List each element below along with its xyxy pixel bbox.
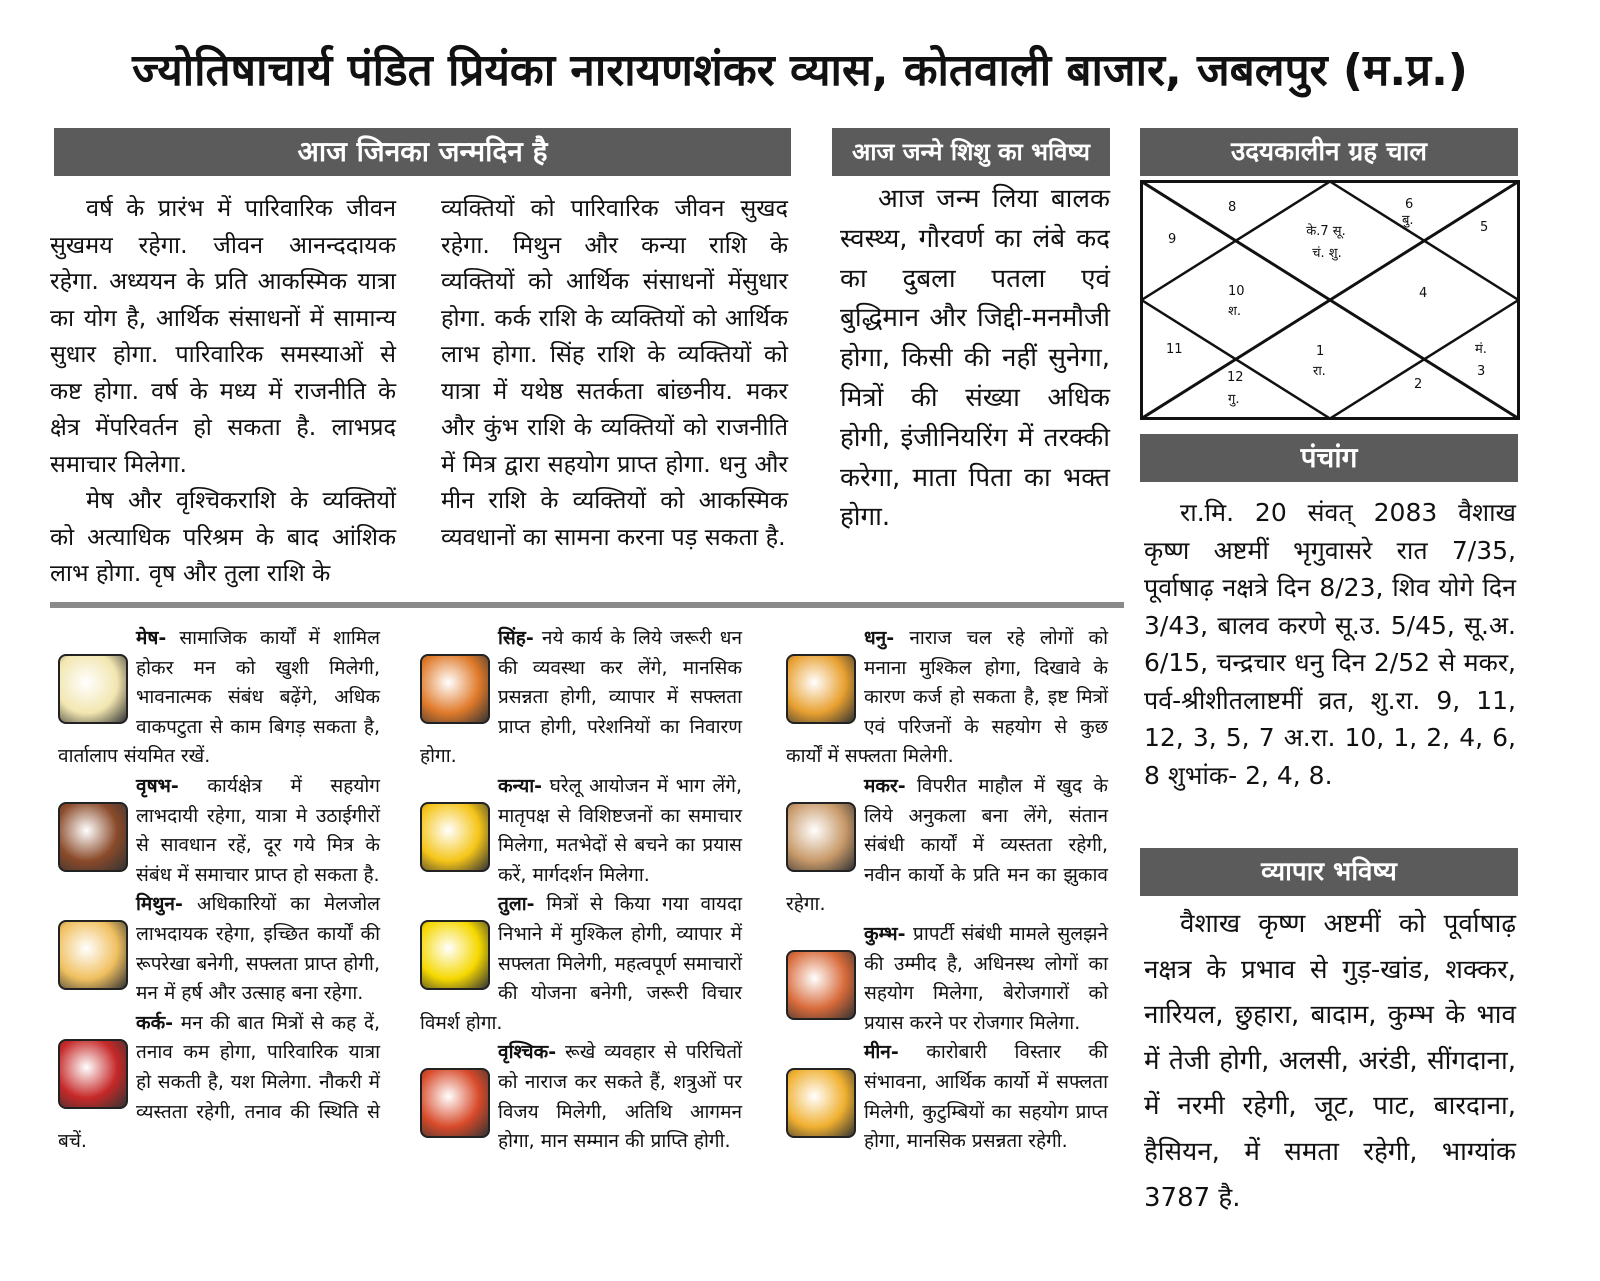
rashi-column-2 bbox=[420, 624, 742, 1157]
rashi-text: नये कार्य के लिये जरूरी धन की व्यवस्था कर लेंगे, मानसिक प्रसन्नता होगी, व्यापार में सफ्लता प्राप्त होगी, परेशनियों का निवारण होगा. bbox=[420, 627, 743, 768]
child-text-block bbox=[840, 180, 1110, 538]
rashi-column-3 bbox=[786, 624, 1108, 1157]
rashi-item bbox=[786, 772, 1108, 920]
rashi-text: कारोबारी विस्तार की संभावना, आर्थिक कार्यो में सफ्लता मिलेगी, कुटुम्बियों का सहयोग प्राप्त होगा, मानसिक प्रसन्नता रहेगी. bbox=[864, 1041, 1108, 1153]
rashi-text: कार्यक्षेत्र में सहयोग लाभदायी रहेगा, यात्रा मे उठाईगीरों से सावधान रहें, दूर गये मित्र के संबंध में समाचार प्राप्त हो सकता है. bbox=[136, 774, 380, 886]
section-divider bbox=[50, 602, 1124, 608]
rashi-item bbox=[420, 890, 742, 1038]
scorpion-zodiac-icon bbox=[420, 1068, 490, 1138]
planets-title: उदयकालीन ग्रह चाल bbox=[1140, 128, 1518, 176]
house-12-planet: गु. bbox=[1228, 392, 1240, 407]
rashi-text: नाराज चल रहे लोगों को मनाना मुश्किल होगा, दिखावे के कारण कर्ज हो सकता है, इष्ट मित्रों एवं परिजनों के सहयोग से कुछ कार्यों में सफ्लता मिलेगी. bbox=[786, 627, 1109, 768]
rashi-name: वृषभ- bbox=[136, 774, 179, 797]
rashi-item bbox=[786, 624, 1108, 772]
birthday-paragraph: व्यक्तियों को पारिवारिक जीवन सुखद रहेगा. मिथुन और कन्या राशि के व्यक्तियों को आर्थिक संसाधनों मेंसुधार होगा. कर्क राशि के व्यक्तियों को आर्थिक लाभ होगा. सिंह राशि के व्यक्तियों को यात्रा में यथेष्ठ सतर्कता बांछनीय. मकर और कुंभ राशि के व्यक्तियों को राजनीति में मित्र द्वारा सहयोग प्राप्त होगा. धनु और मीन राशि के व्यक्तियों को आकस्मिक व्यवधानों का सामना करना पड़ सकता है. bbox=[441, 194, 788, 551]
rashi-text: प्रापर्टी संबंधी मामले सुलझने की उम्मीद है, अधिनस्थ लोगों का सहयोग मिलेगा, बेरोजगारों को प्रयास करने पर रोजगार मिलेगा. bbox=[864, 922, 1108, 1034]
rashi-item bbox=[58, 624, 380, 772]
house-5: 5 bbox=[1480, 220, 1489, 235]
lion-zodiac-icon bbox=[420, 654, 490, 724]
house-10-planet: श. bbox=[1228, 304, 1241, 319]
panchang-title: पंचांग bbox=[1140, 434, 1518, 482]
house-6: 6 bbox=[1405, 197, 1414, 212]
house-2: 2 bbox=[1414, 377, 1423, 392]
vyapar-title: व्यापार भविष्य bbox=[1140, 848, 1518, 896]
rashi-text: मन की बात मित्रों से कह दें, तनाव कम होगा, पारिवारिक यात्रा हो सकती है, यश मिलेगा. नौकरी में व्यस्तता रहेगी, तनाव की स्थिति से बचें. bbox=[58, 1011, 380, 1153]
rashi-item bbox=[420, 624, 742, 772]
rashi-item bbox=[786, 920, 1108, 1038]
rashi-text: सामाजिक कार्यों में शामिल होकर मन को खुशी मिलेगी, भावनात्मक संबंध बढ़ेंगे, अधिक वाकपटुता से काम बिगड़ सकता है, वार्तालाप संयमित रखें. bbox=[58, 627, 380, 768]
fish-zodiac-icon bbox=[786, 1068, 856, 1138]
rashi-item bbox=[420, 772, 742, 890]
house-6-planet: बु. bbox=[1402, 213, 1414, 228]
rashi-name: कर्क- bbox=[136, 1011, 174, 1034]
birthday-column-2 bbox=[441, 190, 788, 555]
rashi-item bbox=[58, 772, 380, 890]
house-1: 1 bbox=[1316, 344, 1325, 359]
vyapar-text: वैशाख कृष्ण अष्टमीं को पूर्वाषाढ़ नक्षत्र के प्रभाव से गुड़-खांड, शक्कर, नारियल, छुहारा, बादाम, कुम्भ के भाव में तेजी होगी, अलसी, अरंडी, सींगदाना, में नरमी रहेगी, जूट, पाट, बारदाना, हैसियन, में समता रहेगी, भाग्यांक 3787 है. bbox=[1144, 909, 1516, 1213]
goat-zodiac-icon bbox=[786, 802, 856, 872]
birthday-paragraph: वर्ष के प्रारंभ में पारिवारिक जीवन सुखमय रहेगा. जीवन आनन्ददायक रहेगा. अध्ययन के प्रति आकस्मिक यात्रा का योग है, आर्थिक संसाधनों में सामान्य सुधार होगा. पारिवारिक समस्याओं से कष्ट होगा. वर्ष के मध्य में राजनीति के क्षेत्र मेंपरिवर्तन हो सकता है. लाभप्रद समाचार मिलेगा. bbox=[50, 194, 396, 478]
page-headline: ज्योतिषाचार्य पंडित प्रियंका नारायणशंकर व्यास, कोतवाली बाजार, जबलपुर (म.प्र.) bbox=[132, 45, 1468, 96]
house-4: 4 bbox=[1419, 286, 1428, 301]
rashi-column-1 bbox=[58, 624, 380, 1157]
rashi-text: मित्रों से किया गया वायदा निभाने में मुश्किल होगी, व्यापार में सफ्लता मिलेगी, महत्वपूर्ण समाचारों की योजना बनेगी, जरूरी विचार विमर्श होगा. bbox=[420, 893, 742, 1034]
bull-zodiac-icon bbox=[58, 802, 128, 872]
ram-zodiac-icon bbox=[58, 654, 128, 724]
rashi-name: कन्या- bbox=[498, 774, 543, 797]
house-8: 8 bbox=[1228, 200, 1237, 215]
birthday-column-1 bbox=[50, 190, 396, 592]
child-text: आज जन्म लिया बालक स्वस्थ्य, गौरवर्ण का लंबे कद का दुबला पतला एवं बुद्धिमान और जिद्दी-मनमौजी होगा, किसी की नहीं सुनेगा, मित्रों की संख्या अधिक होगी, इंजीनियरिंग में तरक्की करेगा, माता पिता का भक्त होगा. bbox=[840, 184, 1110, 533]
birth-chart bbox=[1140, 180, 1520, 420]
chart-grid bbox=[1140, 180, 1520, 420]
house-9: 9 bbox=[1168, 232, 1177, 247]
house-11: 11 bbox=[1166, 342, 1183, 357]
rashi-text: घरेलू आयोजन में भाग लेंगे, मातृपक्ष से विशिष्टजनों का समाचार मिलेगा, मतभेदों से बचने का प्रयास करें, मार्गदर्शन मिलेगा. bbox=[498, 774, 742, 886]
rashi-name: तुला- bbox=[498, 893, 535, 916]
rashi-item bbox=[420, 1038, 742, 1156]
rashi-name: मेष- bbox=[136, 627, 167, 649]
rashi-item bbox=[58, 890, 380, 1008]
birthday-title: आज जिनका जन्मदिन है bbox=[54, 128, 791, 176]
rashi-text: विपरीत माहौल में खुद के लिये अनुकला बना लेंगे, संतान संबंधी कार्यों में व्यस्तता रहेगी, नवीन कार्यो के प्रति मन का झुकाव रहेगा. bbox=[786, 774, 1109, 916]
vyapar-block bbox=[1144, 902, 1516, 1221]
archer-zodiac-icon bbox=[786, 654, 856, 724]
rashi-name: कुम्भ- bbox=[864, 922, 906, 945]
child-title: आज जन्मे शिशु का भविष्य bbox=[832, 128, 1110, 176]
rashi-text: रूखे व्यवहार से परिचितों को नाराज कर सकते हैं, शत्रुओं पर विजय मिलेगी, अतिथि आगमन होगा, मान सम्मान की प्राप्ति होगी. bbox=[498, 1041, 742, 1153]
rashi-item bbox=[786, 1038, 1108, 1156]
twins-zodiac-icon bbox=[58, 920, 128, 990]
house-3: 3 bbox=[1477, 364, 1486, 379]
maiden-zodiac-icon bbox=[420, 802, 490, 872]
panchang-block bbox=[1144, 494, 1516, 794]
house-12: 12 bbox=[1227, 370, 1244, 385]
birthday-paragraph: मेष और वृश्चिकराशि के व्यक्तियों को अत्याधिक परिश्रम के बाद आंशिक लाभ होगा. वृष और तुला राशि के bbox=[50, 486, 396, 587]
rashi-name: धनु- bbox=[864, 627, 895, 649]
house-7-planets-b: चं. शु. bbox=[1312, 246, 1342, 261]
water-bearer-zodiac-icon bbox=[786, 950, 856, 1020]
crab-zodiac-icon bbox=[58, 1039, 128, 1109]
rashi-text: अधिकारियों का मेलजोल लाभदायक रहेगा, इच्छित कार्यों की रूपरेखा बनेगी, सफ्लता प्राप्त होगी, मन में हर्ष और उत्साह बना रहेगा. bbox=[136, 893, 380, 1005]
rashi-name: मिथुन- bbox=[136, 893, 183, 916]
house-1-planet: रा. bbox=[1313, 364, 1326, 379]
panchang-text: रा.मि. 20 संवत् 2083 वैशाख कृष्ण अष्टमीं भृगुवासरे रात 7/35, पूर्वाषाढ़ नक्षत्रे दिन 8/23, शिव योगे दिन 3/43, बालव करणे सू.उ. 5/45, सू.अ. 6/15, चन्द्रचार धनु दिन 2/52 से मकर, पर्व-श्रीशीतलाष्टमीं व्रत, शु.रा. 9, 11, 12, 3, 5, 7 अ.रा. 10, 1, 2, 4, 6, 8 शुभांक- 2, 4, 8. bbox=[1144, 498, 1516, 790]
house-3-planet: मं. bbox=[1475, 342, 1487, 357]
house-7-planets-a: के.7 सू. bbox=[1306, 224, 1346, 239]
scales-zodiac-icon bbox=[420, 920, 490, 990]
house-10: 10 bbox=[1228, 284, 1245, 299]
rashi-item bbox=[58, 1009, 380, 1157]
rashi-name: वृश्चिक- bbox=[498, 1041, 557, 1064]
rashi-name: सिंह- bbox=[498, 627, 534, 649]
rashi-name: मीन- bbox=[864, 1041, 899, 1064]
rashi-name: मकर- bbox=[864, 774, 906, 797]
